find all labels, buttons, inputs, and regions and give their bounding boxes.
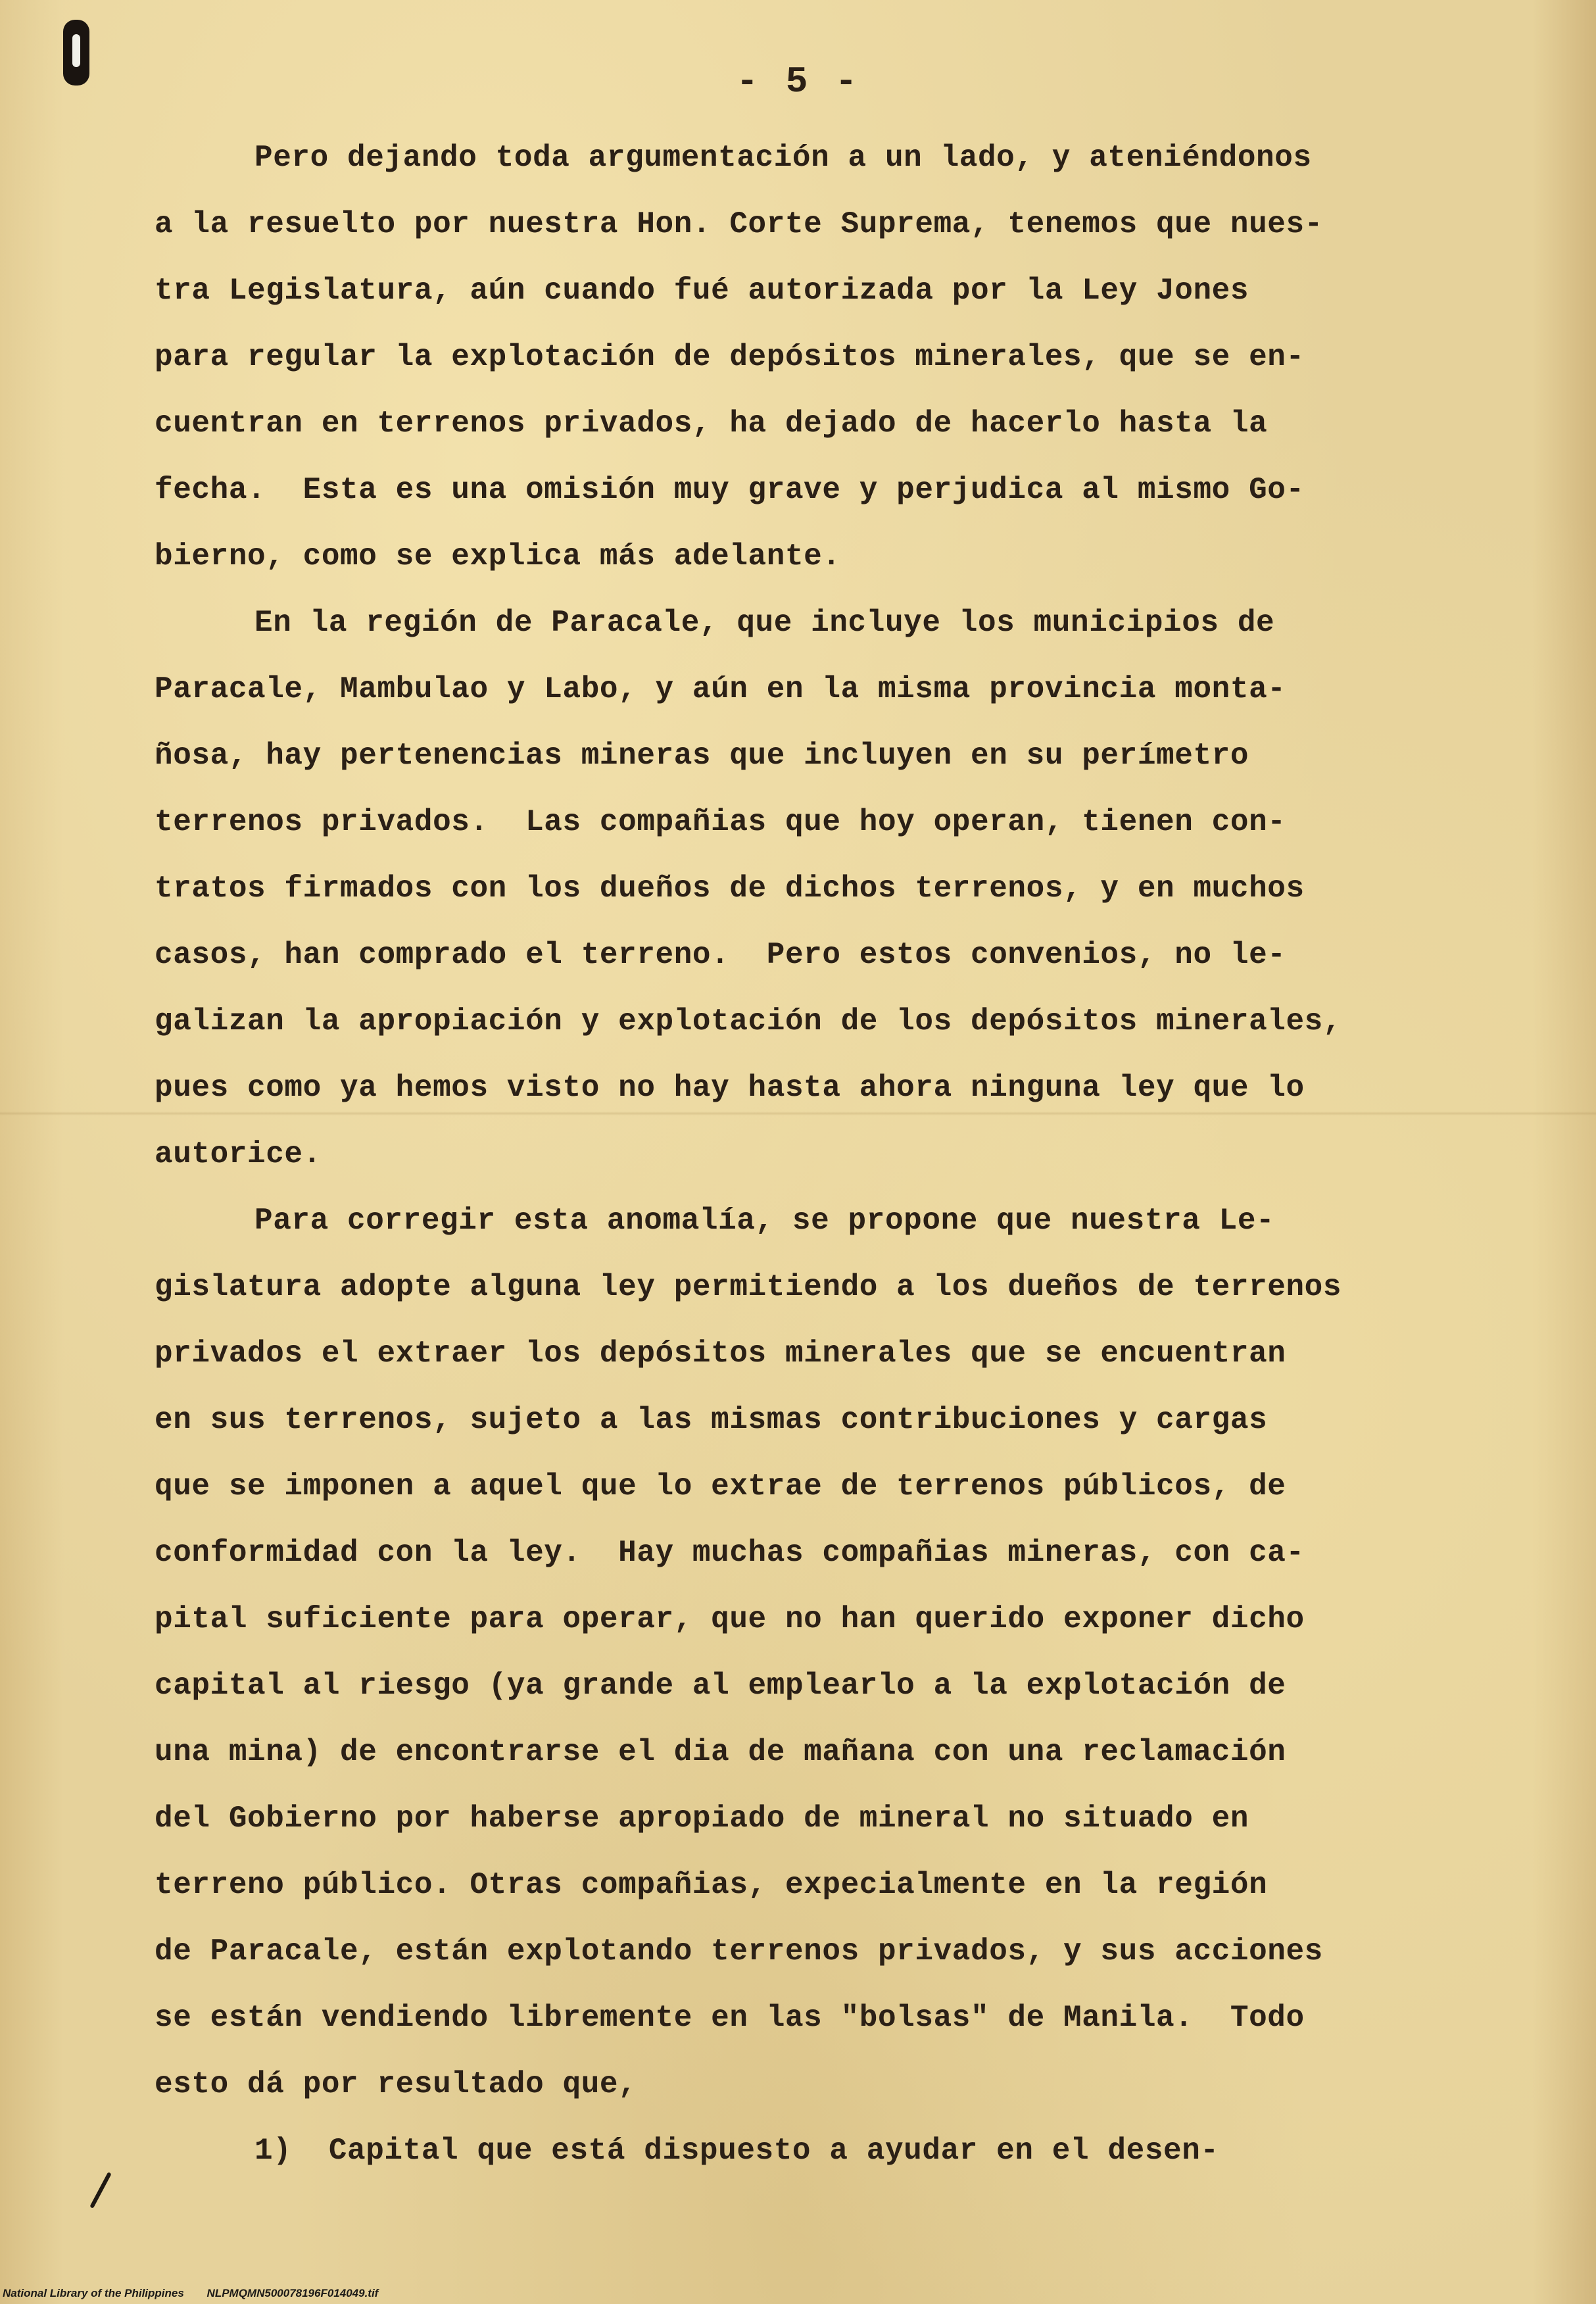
page-number: - 5 - [736,61,860,103]
archive-caption [3,2287,398,2300]
text-line: que se imponen a aquel que lo extrae de terrenos públicos, de [155,1469,1286,1504]
text-line: del Gobierno por haberse apropiado de mineral no situado en [155,1802,1249,1836]
text-line: esto dá por resultado que, [155,2067,637,2101]
text-line: tra Legislatura, aún cuando fué autorizada por la Ley Jones [155,274,1249,308]
text-line: tratos firmados con los dueños de dichos terrenos, y en muchos [155,871,1305,906]
pencil-mark [89,2172,111,2209]
text-line: capital al riesgo (ya grande al emplearlo a la explotación de [155,1669,1286,1703]
text-line: cuentran en terrenos privados, ha dejado de hacerlo hasta la [155,406,1268,441]
text-line: pues como ya hemos visto no hay hasta ahora ninguna ley que lo [155,1071,1305,1105]
text-line: Pero dejando toda argumentación a un lado, y ateniéndonos [254,141,1312,175]
text-line: en sus terrenos, sujeto a las mismas contribuciones y cargas [155,1403,1268,1437]
text-line: Para corregir esta anomalía, se propone que nuestra Le- [254,1204,1275,1238]
text-line: para regular la explotación de depósitos minerales, que se en- [155,340,1305,374]
text-line: terrenos privados. Las compañias que hoy operan, tienen con- [155,805,1286,839]
text-line: casos, han comprado el terreno. Pero estos convenios, no le- [155,938,1286,972]
text-line: de Paracale, están explotando terrenos privados, y sus acciones [155,1934,1323,1969]
text-line: terreno público. Otras compañias, expecialmente en la región [155,1868,1268,1902]
text-line: En la región de Paracale, que incluye los municipios de [254,606,1275,640]
text-line: galizan la apropiación y explotación de los depósitos minerales, [155,1004,1342,1039]
text-line: conformidad con la ley. Hay muchas compañias mineras, con ca- [155,1536,1305,1570]
archive-institution: National Library of the Philippines [3,2287,184,2299]
text-line: pital suficiente para operar, que no han querido exponer dicho [155,1602,1305,1636]
text-line: ñosa, hay pertenencias mineras que incluyen en su perímetro [155,739,1249,773]
text-line: bierno, como se explica más adelante. [155,539,841,574]
text-line: se están vendiendo libremente en las "bolsas" de Manila. Todo [155,2001,1305,2035]
typed-text-body [155,125,1496,2184]
text-line: una mina) de encontrarse el dia de mañana con una reclamación [155,1735,1286,1769]
archive-file-id: NLPMQMN500078196F014049.tif [206,2287,379,2299]
text-line: fecha. Esta es una omisión muy grave y perjudica al mismo Go- [155,473,1305,507]
text-line: Paracale, Mambulao y Labo, y aún en la misma provincia monta- [155,672,1286,706]
text-line: 1) Capital que está dispuesto a ayudar en el desen- [254,2134,1219,2168]
text-line: gislatura adopte alguna ley permitiendo a los dueños de terrenos [155,1270,1342,1304]
text-line: privados el extraer los depósitos minerales que se encuentran [155,1336,1286,1371]
text-line: autorice. [155,1137,322,1171]
text-line: a la resuelto por nuestra Hon. Corte Suprema, tenemos que nues- [155,207,1323,241]
